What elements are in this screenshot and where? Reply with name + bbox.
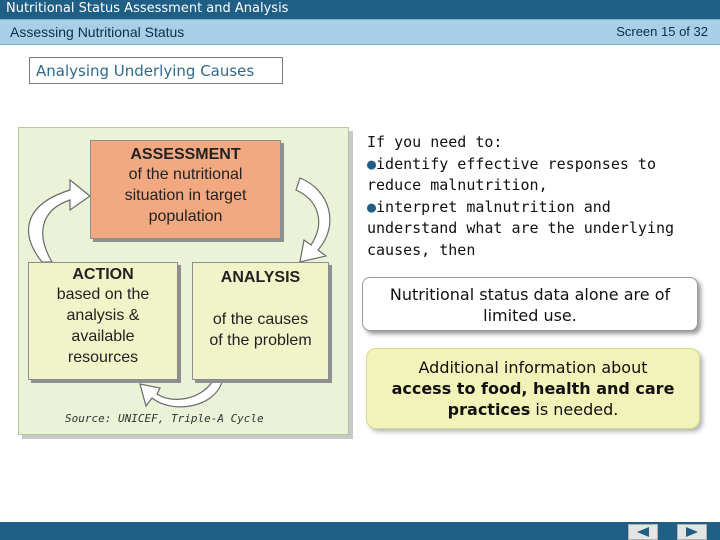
bullet-icon: ● — [367, 197, 377, 216]
footer-bar — [0, 522, 720, 540]
analysis-box — [192, 262, 329, 380]
callout-additional-info — [366, 348, 700, 429]
bullet-icon: ● — [367, 154, 377, 173]
course-title-bar — [0, 0, 720, 19]
next-button[interactable] — [677, 524, 707, 540]
intro-lead: If you need to: — [367, 133, 503, 151]
assessment-line-3: population — [148, 208, 223, 225]
intro-bullet-1 — [367, 154, 707, 197]
analysis-line-1: of the causes — [212, 311, 309, 328]
intro-bullet-2 — [367, 197, 707, 262]
previous-button[interactable] — [628, 524, 658, 540]
diagram-source: Source: UNICEF, Triple-A Cycle — [65, 412, 264, 425]
action-line-1: based on the — [56, 286, 150, 303]
callout-additional-end: is needed. — [530, 400, 619, 419]
section-title: Analysing Underlying Causes — [29, 57, 283, 84]
assessment-line-1: of the nutritional — [128, 166, 243, 183]
course-title: Nutritional Status Assessment and Analysis — [6, 1, 289, 16]
lesson-title: Assessing Nutritional Status — [10, 24, 185, 40]
assessment-box — [90, 140, 281, 239]
action-line-3: available — [71, 328, 135, 345]
action-line-2: analysis & — [66, 307, 140, 324]
lesson-bar — [0, 19, 720, 45]
assessment-line-2: situation in target — [124, 187, 247, 204]
callout-additional-plain: Additional information about — [418, 358, 648, 377]
intro-bullet-1-text: identify effective responses to reduce malnutrition, — [367, 154, 656, 194]
intro-bullet-2-text: interpret malnutrition and understand what are the underlying causes, then — [367, 197, 675, 259]
assessment-heading: ASSESSMENT — [130, 146, 241, 163]
triangle-left-icon — [636, 527, 650, 537]
action-box — [28, 262, 178, 380]
callout-limited-use: Nutritional status data alone are of limited use. — [362, 277, 698, 331]
intro-text — [367, 132, 707, 261]
analysis-line-2: of the problem — [209, 332, 312, 349]
analysis-heading: ANALYSIS — [220, 269, 301, 286]
triangle-right-icon — [685, 527, 699, 537]
screen-counter: Screen 15 of 32 — [616, 24, 708, 39]
action-heading: ACTION — [72, 266, 134, 283]
callout-additional-bold: access to food, health and care practices — [391, 379, 675, 419]
action-line-4: resources — [67, 349, 139, 366]
